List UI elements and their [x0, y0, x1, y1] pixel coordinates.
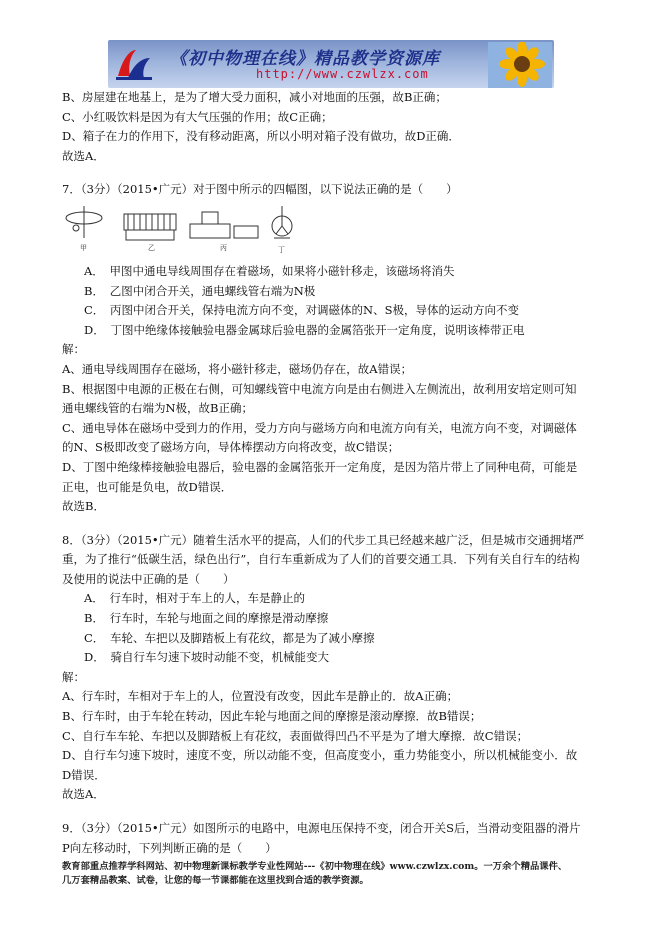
q8-stem: 及使用的说法中正确的是（ ） — [62, 571, 235, 586]
q8-option-a: A． 行车时，相对于车上的人，车是静止的 — [84, 591, 306, 606]
text-line: B、房屋建在地基上，是为了增大受力面积，减小对地面的压强，故B正确； — [62, 90, 447, 104]
header-banner — [108, 40, 554, 88]
fig-label-yi: 乙 — [148, 243, 155, 252]
solution-line: C、通电导体在磁场中受到力的作用，受力方向与磁场方向和电流方向有关，电流方向不变，对调磁体 — [62, 420, 577, 435]
q9-stem: P向左移动时，下列判断正确的是（ ） — [62, 840, 277, 855]
q8-stem: 8．（3分）（2015•广元）随着生活水平的提高，人们的代步工具已经越来越广泛，但是城市交通拥堵严 — [62, 532, 585, 547]
q9-stem: 9．（3分）（2015•广元）如图所示的电路中，电源电压保持不变，闭合开关S后，当滑动变阻器的滑片 — [62, 821, 581, 835]
solution-line: 故选B． — [62, 499, 105, 514]
banner-url[interactable]: http://www.czwlzx.com — [256, 67, 429, 81]
q7-figure-drawing — [62, 204, 302, 256]
logo-icon — [114, 46, 154, 82]
fig-label-bing: 丙 — [220, 243, 227, 252]
solution-line: 解： — [62, 342, 85, 357]
q8-stem: 重，为了推行“低碳生活，绿色出行”，自行车重新成为了人们的首要交通工具．下列有关自行车的结构 — [62, 552, 580, 567]
solution-line: B、根据图中电源的正极在右侧，可知螺线管中电流方向是由右侧进入左侧流出，故利用安培定则可知 — [62, 381, 577, 396]
solution-line: 正电，也可能是负电，故D错误． — [62, 479, 233, 494]
q7-figure — [62, 204, 602, 256]
q7-option-d: D． 丁图中绝缘体接触验电器金属球后验电器的金属箔张开一定角度，说明该棒带正电 — [84, 322, 525, 337]
solution-line: A、通电导线周围存在磁场，将小磁针移走，磁场仍存在，故A错误； — [62, 361, 413, 376]
solution-line: C、自行车车轮、车把以及脚踏板上有花纹，表面做得凹凸不平是为了增大摩擦．故C错误； — [62, 728, 529, 743]
q8-option-c: C． 车轮、车把以及脚踏板上有花纹，都是为了减小摩擦 — [84, 630, 375, 645]
solution-line: 通电螺线管的右端为N极，故B正确； — [62, 401, 254, 416]
solution-line: 解： — [62, 669, 85, 684]
solution-line: A、行车时，车相对于车上的人，位置没有改变，因此车是静止的．故A正确； — [62, 689, 459, 704]
q7-option-b: B． 乙图中闭合开关，通电螺线管右端为N极 — [84, 283, 316, 298]
solution-line: B、行车时，由于车轮在转动，因此车轮与地面之间的摩擦是滚动摩擦．故B错误； — [62, 709, 482, 724]
page-footer — [62, 860, 602, 888]
q7-option-c: C． 丙图中闭合开关，保持电流方向不变，对调磁体的N、S极，导体的运动方向不变 — [84, 303, 519, 318]
banner-title: 《初中物理在线》精品教学资源库 — [170, 49, 440, 69]
q8-option-d: D． 骑自行车匀速下坡时动能不变，机械能变大 — [84, 650, 329, 665]
text-line: 故选A． — [62, 148, 105, 163]
solution-line: 的N、S极即改变了磁场方向，导体棒摆动方向将改变，故C错误； — [62, 440, 400, 455]
text-line: C、小红吸饮料是因为有大气压强的作用；故C正确； — [62, 109, 333, 124]
text-line: D、箱子在力的作用下，没有移动距离，所以小明对箱子没有做功，故D正确． — [62, 129, 460, 144]
solution-line: D错误． — [62, 767, 106, 782]
sunflower-icon — [488, 42, 552, 88]
solution-line: D、自行车匀速下坡时，速度不变，所以动能不变，但高度变小，重力势能变小，所以机械能变小．故 — [62, 748, 578, 763]
solution-line: D、丁图中绝缘棒接触验电器后，验电器的金属箔张开一定角度，是因为箔片带上了同种电荷，可能是 — [62, 459, 578, 474]
document-body — [62, 88, 602, 858]
fig-label-jia: 甲 — [80, 243, 87, 252]
q7-stem: 7．（3分）（2015•广元）对于图中所示的四幅图，以下说法正确的是（ ） — [62, 182, 458, 197]
footer-line: 教育部重点推荐学科网站、初中物理新课标教学专业性网站---《初中物理在线》www.czwlzx.com。一万余个精品课件、 — [62, 861, 568, 872]
footer-line: 几万套精品教案、试卷，让您的每一节课都能在这里找到合适的教学资源。 — [62, 875, 369, 886]
fig-label-ding: 丁 — [278, 245, 285, 254]
q8-option-b: B． 行车时，车轮与地面之间的摩擦是滑动摩擦 — [84, 611, 329, 626]
q7-option-a: A． 甲图中通电导线周围存在着磁场，如果将小磁针移走，该磁场将消失 — [84, 263, 455, 278]
solution-line: 故选A． — [62, 787, 105, 802]
